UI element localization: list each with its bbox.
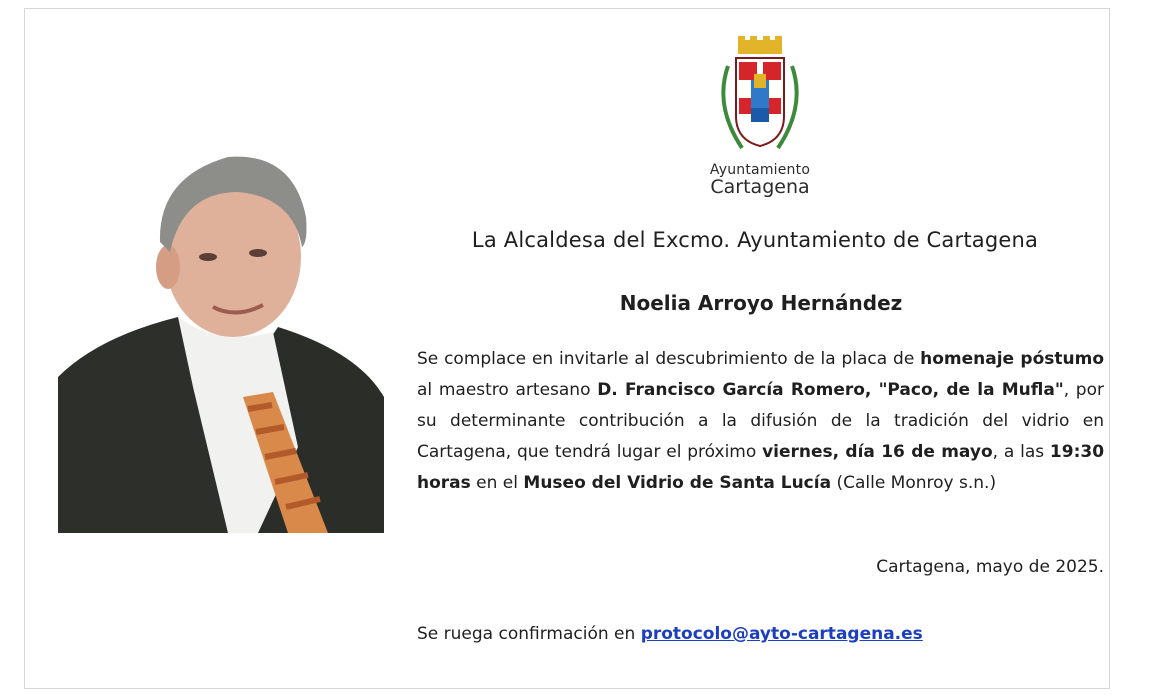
- body-text-3: , por su determinante contribución a la difusión de la tradición del vidrio en Cartagena, que tendrá lugar el próximo: [417, 380, 1104, 462]
- body-text-4: , a las: [992, 442, 1050, 462]
- invitation-body: [417, 344, 1104, 499]
- mayor-name: Noelia Arroyo Hernández: [619, 291, 903, 315]
- body-bold-homenaje: homenaje póstumo: [920, 349, 1104, 369]
- logo-text-ayuntamiento: Ayuntamiento: [709, 162, 811, 178]
- body-bold-venue: Museo del Vidrio de Santa Lucía: [523, 473, 832, 493]
- closing-place-date: Cartagena, mayo de 2025.: [876, 557, 1104, 577]
- body-text-2: al maestro artesano: [417, 380, 598, 400]
- body-bold-time: 19:30 horas: [417, 442, 1105, 493]
- invitation-heading: La Alcaldesa del Excmo. Ayuntamiento de Cartagena: [471, 228, 1039, 252]
- body-text-5: en el: [470, 473, 524, 493]
- logo-text-cartagena: Cartagena: [710, 176, 810, 198]
- rsvp-text: Se ruega confirmación en: [417, 624, 641, 644]
- coat-of-arms-icon: [710, 36, 810, 158]
- rsvp-email-link[interactable]: protocolo@ayto-cartagena.es: [640, 624, 923, 644]
- body-text-6: (Calle Monroy s.n.): [831, 473, 997, 493]
- city-logo: [700, 36, 820, 206]
- rsvp-line: [417, 624, 1104, 644]
- body-text-1: Se complace en invitarle al descubrimiento de la placa de: [417, 349, 921, 369]
- portrait-photo: [58, 147, 384, 533]
- body-bold-honoree: D. Francisco García Romero, "Paco, de la Mufla": [597, 380, 1064, 400]
- body-bold-date: viernes, día 16 de mayo: [762, 442, 993, 462]
